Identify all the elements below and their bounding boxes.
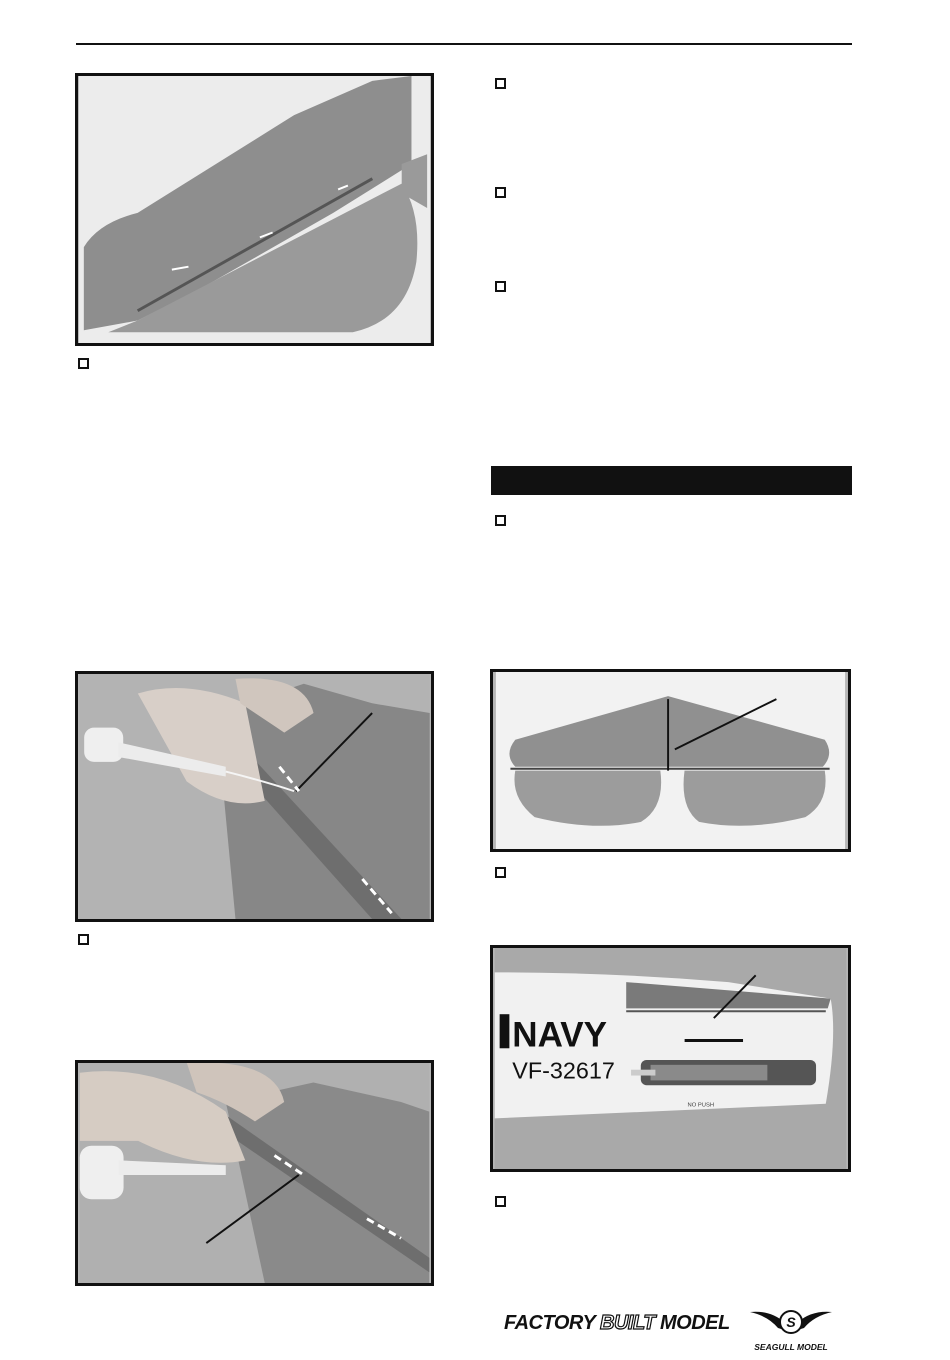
- photo-glue-hinge-1: [75, 671, 434, 922]
- step-checkbox-3[interactable]: [495, 78, 506, 89]
- photo-glue-hinge-2: [75, 1060, 434, 1286]
- glue-hinge-2-illustration: [78, 1063, 431, 1283]
- stabilizer-hinged-illustration: [78, 76, 431, 343]
- fuselage-illustration: [493, 948, 848, 1169]
- footer-brand-part3: MODEL: [654, 1312, 730, 1334]
- header-rule: [76, 43, 852, 45]
- decal-navy: NAVY: [512, 1015, 608, 1055]
- step-checkbox-1[interactable]: [78, 358, 89, 369]
- photo-fuselage: [490, 945, 851, 1172]
- logo-letter: S: [786, 1314, 796, 1330]
- photo-stabilizer-centerline: [490, 669, 851, 852]
- footer-brand-part2: BUILT: [600, 1312, 655, 1334]
- glue-hinge-1-illustration: [78, 674, 431, 919]
- step-checkbox-7[interactable]: [495, 867, 506, 878]
- footer-brand: [504, 1312, 730, 1335]
- section-header-bar: [491, 466, 852, 495]
- decal-number: VF-32617: [512, 1057, 615, 1084]
- step-checkbox-4[interactable]: [495, 187, 506, 198]
- logo-label: SEAGULL MODEL: [754, 1342, 828, 1352]
- step-checkbox-2[interactable]: [78, 934, 89, 945]
- footer-brand-part1: FACTORY: [504, 1312, 601, 1334]
- step-checkbox-8[interactable]: [495, 1196, 506, 1207]
- seagull-logo: [748, 1298, 834, 1354]
- step-checkbox-6[interactable]: [495, 515, 506, 526]
- decal-nopush: NO PUSH: [687, 1102, 715, 1109]
- photo-stabilizer-hinged: [75, 73, 434, 346]
- stabilizer-centerline-illustration: [493, 672, 848, 849]
- step-checkbox-5[interactable]: [495, 281, 506, 292]
